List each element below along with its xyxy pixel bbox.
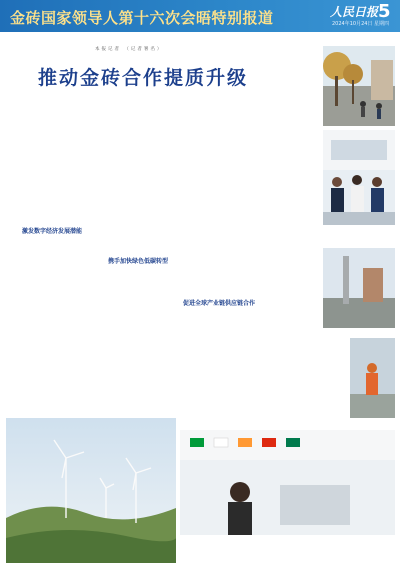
exhibition-illustration [180, 430, 395, 535]
page-number: 5 [378, 1, 391, 22]
page-footer-credits [302, 540, 306, 546]
photo-street-scene [323, 46, 395, 126]
subhead-green-transition: 携手加快绿色低碳转型 [108, 258, 169, 265]
article-body-col-4 [254, 98, 320, 248]
photo-worker [350, 338, 395, 418]
photo-exhibition [180, 430, 395, 535]
photo-industrial-site [323, 248, 395, 328]
article-body-col-2b [90, 266, 168, 416]
photo-wind-turbines [6, 418, 176, 563]
article-body-col-1b [6, 236, 86, 416]
wind-farm-illustration [6, 418, 176, 563]
industrial-illustration [323, 248, 395, 328]
worker-illustration [350, 338, 395, 418]
subhead-digital-economy: 激发数字经济发展潜能 [22, 228, 83, 235]
article-body-col-2 [90, 98, 168, 248]
banner-title: 金砖国家领导人第十六次会晤特别报道 [10, 9, 274, 27]
meeting-illustration [323, 130, 395, 225]
issue-date: 2024年10月24日 星期四 [332, 21, 390, 27]
footer-credits-line-1 [302, 540, 306, 546]
street-scene-illustration [323, 46, 395, 126]
masthead-logo: 人民日报 [330, 5, 379, 19]
subhead-supply-chain: 促进全球产业链供应链合作 [183, 300, 256, 307]
byline: 本报记者 （记者署名） [95, 47, 164, 52]
article-body-col-3b [172, 310, 250, 425]
article-body-col-1 [6, 98, 86, 228]
top-banner [0, 0, 400, 32]
article-body-col-3 [172, 98, 250, 288]
article-headline: 推动金砖合作提质升级 [38, 67, 249, 89]
photo-meeting [323, 130, 395, 225]
